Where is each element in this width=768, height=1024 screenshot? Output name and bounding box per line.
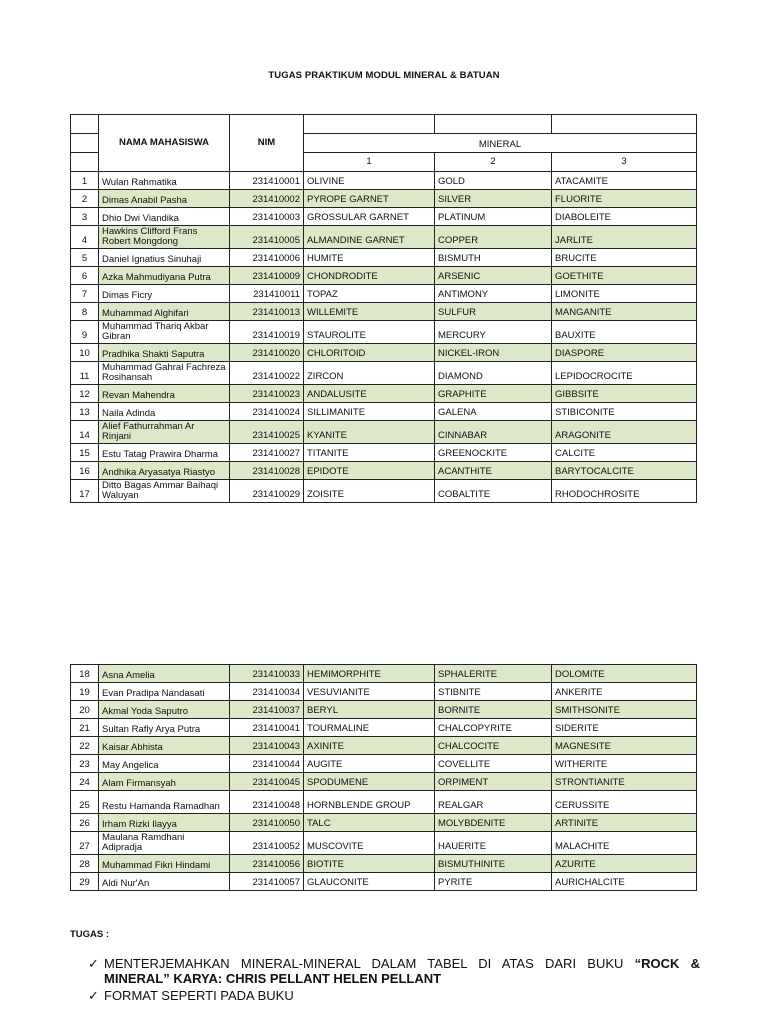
student-nim: 231410009 bbox=[230, 267, 304, 285]
student-nim: 231410037 bbox=[230, 701, 304, 719]
student-name: Alief Fathurrahman Ar Rinjani bbox=[99, 421, 230, 444]
table-row bbox=[71, 321, 697, 344]
mineral-1: ALMANDINE GARNET bbox=[304, 226, 435, 249]
mineral-2: BISMUTH bbox=[435, 249, 552, 267]
student-name: Maulana Ramdhani Adipradja bbox=[99, 832, 230, 855]
mineral-1: HEMIMORPHITE bbox=[304, 665, 435, 683]
student-name: Dimas Ficry bbox=[99, 285, 230, 303]
mineral-2: GREENOCKITE bbox=[435, 444, 552, 462]
mineral-1: SILLIMANITE bbox=[304, 403, 435, 421]
student-name: Akmal Yoda Saputro bbox=[99, 701, 230, 719]
student-nim: 231410057 bbox=[230, 873, 304, 891]
mineral-2: HAUERITE bbox=[435, 832, 552, 855]
table-row bbox=[71, 773, 697, 791]
student-name: Kaisar Abhista bbox=[99, 737, 230, 755]
mineral-2: PLATINUM bbox=[435, 208, 552, 226]
mineral-1: GLAUCONITE bbox=[304, 873, 435, 891]
mineral-1: HORNBLENDE GROUP bbox=[304, 791, 435, 814]
student-nim: 231410045 bbox=[230, 773, 304, 791]
mineral-3: ANKERITE bbox=[552, 683, 697, 701]
mineral-1: ANDALUSITE bbox=[304, 385, 435, 403]
mineral-3: BAUXITE bbox=[552, 321, 697, 344]
student-name: Revan Mahendra bbox=[99, 385, 230, 403]
student-name: Andhika Aryasatya Riastyo bbox=[99, 462, 230, 480]
table-row bbox=[71, 344, 697, 362]
mineral-3: BRUCITE bbox=[552, 249, 697, 267]
student-name: Hawkins Clifford Frans Robert Mongdong bbox=[99, 226, 230, 249]
mineral-3: ATACAMITE bbox=[552, 172, 697, 190]
student-nim: 231410028 bbox=[230, 462, 304, 480]
row-number: 8 bbox=[71, 303, 99, 321]
row-number: 26 bbox=[71, 814, 99, 832]
mineral-2: CHALCOPYRITE bbox=[435, 719, 552, 737]
student-name: May Angelica bbox=[99, 755, 230, 773]
student-nim: 231410011 bbox=[230, 285, 304, 303]
table-row bbox=[71, 385, 697, 403]
table-row bbox=[71, 421, 697, 444]
table-row bbox=[71, 285, 697, 303]
row-number: 22 bbox=[71, 737, 99, 755]
student-name: Azka Mahmudiyana Putra bbox=[99, 267, 230, 285]
row-number: 19 bbox=[71, 683, 99, 701]
task-item-2: ✓ FORMAT SEPERTI PADA BUKU bbox=[88, 988, 294, 1003]
mineral-3: DIASPORE bbox=[552, 344, 697, 362]
mineral-1: WILLEMITE bbox=[304, 303, 435, 321]
mineral-2: MOLYBDENITE bbox=[435, 814, 552, 832]
student-name: Alam Firmansyah bbox=[99, 773, 230, 791]
student-name: Asna Amelia bbox=[99, 665, 230, 683]
mineral-3: AURICHALCITE bbox=[552, 873, 697, 891]
table-row bbox=[71, 249, 697, 267]
student-nim: 231410024 bbox=[230, 403, 304, 421]
student-nim: 231410022 bbox=[230, 362, 304, 385]
table-row bbox=[71, 267, 697, 285]
mineral-1: STAUROLITE bbox=[304, 321, 435, 344]
mineral-1: OLIVINE bbox=[304, 172, 435, 190]
student-nim: 231410044 bbox=[230, 755, 304, 773]
student-name: Pradhika Shakti Saputra bbox=[99, 344, 230, 362]
document-title: TUGAS PRAKTIKUM MODUL MINERAL & BATUAN bbox=[268, 70, 500, 81]
student-name: Irham Rizki Ilayya bbox=[99, 814, 230, 832]
table-row bbox=[71, 172, 697, 190]
row-number: 7 bbox=[71, 285, 99, 303]
student-nim: 231410025 bbox=[230, 421, 304, 444]
row-number: 9 bbox=[71, 321, 99, 344]
row-number: 29 bbox=[71, 873, 99, 891]
mineral-2: GALENA bbox=[435, 403, 552, 421]
mineral-1: BERYL bbox=[304, 701, 435, 719]
student-nim: 231410048 bbox=[230, 791, 304, 814]
header-nama-mahasiswa: NAMA MAHASISWA bbox=[99, 115, 230, 172]
table-row bbox=[71, 444, 697, 462]
mineral-1: GROSSULAR GARNET bbox=[304, 208, 435, 226]
mineral-3: WITHERITE bbox=[552, 755, 697, 773]
student-nim: 231410027 bbox=[230, 444, 304, 462]
row-number: 28 bbox=[71, 855, 99, 873]
student-nim: 231410020 bbox=[230, 344, 304, 362]
table-row bbox=[71, 855, 697, 873]
table-row bbox=[71, 683, 697, 701]
header-mineral: MINERAL bbox=[304, 134, 697, 153]
student-nim: 231410006 bbox=[230, 249, 304, 267]
row-number: 24 bbox=[71, 773, 99, 791]
mineral-3: AZURITE bbox=[552, 855, 697, 873]
table-row bbox=[71, 719, 697, 737]
student-nim: 231410033 bbox=[230, 665, 304, 683]
mineral-3: LIMONITE bbox=[552, 285, 697, 303]
row-number: 4 bbox=[71, 226, 99, 249]
student-name: Muhammad Thariq Akbar Gibran bbox=[99, 321, 230, 344]
row-number: 5 bbox=[71, 249, 99, 267]
table-row bbox=[71, 701, 697, 719]
mineral-2: SILVER bbox=[435, 190, 552, 208]
mineral-3: MALACHITE bbox=[552, 832, 697, 855]
student-nim: 231410041 bbox=[230, 719, 304, 737]
table-row bbox=[71, 737, 697, 755]
mineral-table-part2 bbox=[70, 664, 697, 891]
student-name: Sultan Rafly Arya Putra bbox=[99, 719, 230, 737]
mineral-3: ARAGONITE bbox=[552, 421, 697, 444]
student-nim: 231410050 bbox=[230, 814, 304, 832]
mineral-2: BORNITE bbox=[435, 701, 552, 719]
mineral-3: GOETHITE bbox=[552, 267, 697, 285]
mineral-3: JARLITE bbox=[552, 226, 697, 249]
mineral-2: SULFUR bbox=[435, 303, 552, 321]
student-name: Ditto Bagas Ammar Baihaqi Waluyan bbox=[99, 480, 230, 503]
student-name: Naila Adinda bbox=[99, 403, 230, 421]
mineral-1: HUMITE bbox=[304, 249, 435, 267]
student-name: Daniel Ignatius Sinuhaji bbox=[99, 249, 230, 267]
header-nim: NIM bbox=[230, 115, 304, 172]
row-number: 13 bbox=[71, 403, 99, 421]
mineral-3: DIABOLEITE bbox=[552, 208, 697, 226]
table-row bbox=[71, 362, 697, 385]
mineral-3: RHODOCHROSITE bbox=[552, 480, 697, 503]
header-no-cell bbox=[71, 115, 99, 134]
tasks-label: TUGAS : bbox=[70, 929, 110, 940]
row-number: 11 bbox=[71, 362, 99, 385]
mineral-1: TOPAZ bbox=[304, 285, 435, 303]
row-number: 23 bbox=[71, 755, 99, 773]
mineral-1: CHLORITOID bbox=[304, 344, 435, 362]
mineral-1: BIOTITE bbox=[304, 855, 435, 873]
table-row bbox=[71, 755, 697, 773]
mineral-1: AUGITE bbox=[304, 755, 435, 773]
student-nim: 231410003 bbox=[230, 208, 304, 226]
mineral-2: CINNABAR bbox=[435, 421, 552, 444]
row-number: 17 bbox=[71, 480, 99, 503]
mineral-3: SIDERITE bbox=[552, 719, 697, 737]
mineral-2: COBALTITE bbox=[435, 480, 552, 503]
mineral-3: CALCITE bbox=[552, 444, 697, 462]
checkmark-icon: ✓ bbox=[88, 956, 99, 971]
mineral-2: DIAMOND bbox=[435, 362, 552, 385]
student-name: Aldi Nur'An bbox=[99, 873, 230, 891]
row-number: 21 bbox=[71, 719, 99, 737]
student-name: Muhammad Fikri Hindami bbox=[99, 855, 230, 873]
mineral-1: TOURMALINE bbox=[304, 719, 435, 737]
header-mineral-1: 1 bbox=[304, 153, 435, 172]
mineral-2: ORPIMENT bbox=[435, 773, 552, 791]
mineral-2: GOLD bbox=[435, 172, 552, 190]
row-number: 18 bbox=[71, 665, 99, 683]
table-row bbox=[71, 832, 697, 855]
mineral-2: NICKEL-IRON bbox=[435, 344, 552, 362]
table-row bbox=[71, 791, 697, 814]
mineral-1: PYROPE GARNET bbox=[304, 190, 435, 208]
mineral-3: SMITHSONITE bbox=[552, 701, 697, 719]
table-row bbox=[71, 190, 697, 208]
student-nim: 231410043 bbox=[230, 737, 304, 755]
mineral-3: ARTINITE bbox=[552, 814, 697, 832]
mineral-3: STRONTIANITE bbox=[552, 773, 697, 791]
mineral-1: KYANITE bbox=[304, 421, 435, 444]
mineral-3: FLUORITE bbox=[552, 190, 697, 208]
table-row bbox=[71, 303, 697, 321]
row-number: 12 bbox=[71, 385, 99, 403]
row-number: 14 bbox=[71, 421, 99, 444]
student-name: Muhammad Gahral Fachreza Rosihansah bbox=[99, 362, 230, 385]
mineral-2: REALGAR bbox=[435, 791, 552, 814]
mineral-3: CERUSSITE bbox=[552, 791, 697, 814]
mineral-1: ZOISITE bbox=[304, 480, 435, 503]
row-number: 10 bbox=[71, 344, 99, 362]
row-number: 3 bbox=[71, 208, 99, 226]
student-nim: 231410002 bbox=[230, 190, 304, 208]
header-mineral-2: 2 bbox=[435, 153, 552, 172]
mineral-2: COPPER bbox=[435, 226, 552, 249]
row-number: 27 bbox=[71, 832, 99, 855]
table-row bbox=[71, 814, 697, 832]
student-nim: 231410029 bbox=[230, 480, 304, 503]
mineral-3: MANGANITE bbox=[552, 303, 697, 321]
header-mineral-3: 3 bbox=[552, 153, 697, 172]
mineral-3: MAGNESITE bbox=[552, 737, 697, 755]
mineral-1: CHONDRODITE bbox=[304, 267, 435, 285]
mineral-1: AXINITE bbox=[304, 737, 435, 755]
mineral-3: BARYTOCALCITE bbox=[552, 462, 697, 480]
row-number: 15 bbox=[71, 444, 99, 462]
mineral-2: MERCURY bbox=[435, 321, 552, 344]
mineral-3: STIBICONITE bbox=[552, 403, 697, 421]
mineral-2: PYRITE bbox=[435, 873, 552, 891]
student-nim: 231410023 bbox=[230, 385, 304, 403]
mineral-2: ACANTHITE bbox=[435, 462, 552, 480]
mineral-1: ZIRCON bbox=[304, 362, 435, 385]
student-nim: 231410052 bbox=[230, 832, 304, 855]
student-name: Muhammad Alghifari bbox=[99, 303, 230, 321]
table-row bbox=[71, 873, 697, 891]
student-name: Wulan Rahmatika bbox=[99, 172, 230, 190]
mineral-1: TITANITE bbox=[304, 444, 435, 462]
row-number: 20 bbox=[71, 701, 99, 719]
mineral-2: COVELLITE bbox=[435, 755, 552, 773]
student-nim: 231410005 bbox=[230, 226, 304, 249]
student-nim: 231410034 bbox=[230, 683, 304, 701]
mineral-1: TALC bbox=[304, 814, 435, 832]
student-nim: 231410019 bbox=[230, 321, 304, 344]
mineral-2: STIBNITE bbox=[435, 683, 552, 701]
row-number: 16 bbox=[71, 462, 99, 480]
mineral-3: LEPIDOCROCITE bbox=[552, 362, 697, 385]
mineral-2: BISMUTHINITE bbox=[435, 855, 552, 873]
mineral-2: GRAPHITE bbox=[435, 385, 552, 403]
row-number: 25 bbox=[71, 791, 99, 814]
checkmark-icon: ✓ bbox=[88, 988, 99, 1003]
table-row bbox=[71, 462, 697, 480]
row-number: 2 bbox=[71, 190, 99, 208]
student-name: Estu Tatag Prawira Dharma bbox=[99, 444, 230, 462]
student-name: Evan Pradipa Nandasati bbox=[99, 683, 230, 701]
table-row bbox=[71, 480, 697, 503]
mineral-2: SPHALERITE bbox=[435, 665, 552, 683]
mineral-3: GIBBSITE bbox=[552, 385, 697, 403]
task-item-1: ✓ MENTERJEMAHKAN MINERAL-MINERAL DALAM TABEL DI ATAS DARI BUKU “ROCK & MINERAL” KARYA: CHRIS PELLANT HELEN PELLANT bbox=[88, 956, 700, 986]
mineral-2: ANTIMONY bbox=[435, 285, 552, 303]
student-nim: 231410056 bbox=[230, 855, 304, 873]
mineral-1: MUSCOVITE bbox=[304, 832, 435, 855]
mineral-1: SPODUMENE bbox=[304, 773, 435, 791]
table-row bbox=[71, 403, 697, 421]
student-name: Dhio Dwi Viandika bbox=[99, 208, 230, 226]
mineral-3: DOLOMITE bbox=[552, 665, 697, 683]
student-nim: 231410013 bbox=[230, 303, 304, 321]
mineral-1: VESUVIANITE bbox=[304, 683, 435, 701]
mineral-table-part1 bbox=[70, 114, 697, 503]
table-row bbox=[71, 665, 697, 683]
row-number: 1 bbox=[71, 172, 99, 190]
table-row bbox=[71, 226, 697, 249]
student-nim: 231410001 bbox=[230, 172, 304, 190]
student-name: Dimas Anabil Pasha bbox=[99, 190, 230, 208]
student-name: Restu Hamanda Ramadhan bbox=[99, 791, 230, 814]
mineral-1: EPIDOTE bbox=[304, 462, 435, 480]
mineral-2: ARSENIC bbox=[435, 267, 552, 285]
mineral-2: CHALCOCITE bbox=[435, 737, 552, 755]
table-row bbox=[71, 208, 697, 226]
row-number: 6 bbox=[71, 267, 99, 285]
